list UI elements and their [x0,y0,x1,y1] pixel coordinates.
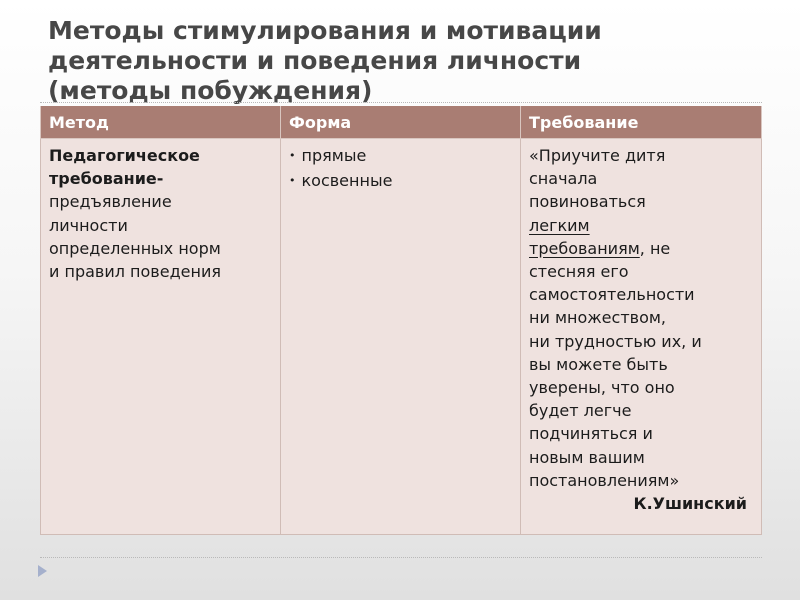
triangle-right-icon[interactable] [38,565,47,577]
method-term: требование- [49,169,164,189]
quote-line: вы можете быть [529,354,668,374]
quote-line: ни множеством, [529,308,667,328]
quote-line: повиноваться [529,192,646,212]
header-method: Метод [41,106,281,139]
quote-fragment: , не [639,238,671,258]
form-item: • косвенные [289,169,512,194]
method-definition: личности [49,215,128,235]
slide-title-line: деятельности и поведения личности [48,46,582,75]
table-row [41,139,762,535]
quote-line: уверены, что оно [529,378,675,398]
quote-author: К.Ушинский [633,494,747,514]
quote-line: постановлениям» [529,470,680,490]
quote-line: сначала [529,169,598,189]
underlined-text: требованиям [529,238,640,258]
methods-table [40,106,762,535]
form-cell [281,139,521,535]
quote-line [529,237,753,260]
bottom-divider [40,557,762,558]
requirement-cell [521,139,762,535]
form-item: • прямые [289,144,512,169]
slide-title [48,16,748,106]
quote-line: подчиняться и [529,424,653,444]
method-definition: определенных норм [49,238,221,258]
table-header-row [41,106,762,139]
quote-line: новым вашим [529,447,645,467]
header-requirement: Требование [521,106,762,139]
quote-line: «Приучите дитя [529,146,666,165]
slide-title-line: (методы побуждения) [48,76,373,105]
method-cell [41,139,281,535]
quote-line: ни трудностью их, и [529,331,702,351]
underlined-text: легким [529,215,590,235]
method-definition: и правил поведения [49,262,221,282]
method-definition: предъявление [49,192,172,212]
header-form: Форма [281,106,521,139]
quote-line [529,214,753,237]
quote-line: самостоятельности [529,285,695,305]
slide-title-line: Методы стимулирования и мотивации [48,16,602,45]
quote-line: будет легче [529,401,632,421]
form-list [289,144,512,194]
method-term: Педагогическое [49,146,200,165]
top-divider [40,102,762,103]
quote-line: стесняя его [529,262,629,282]
